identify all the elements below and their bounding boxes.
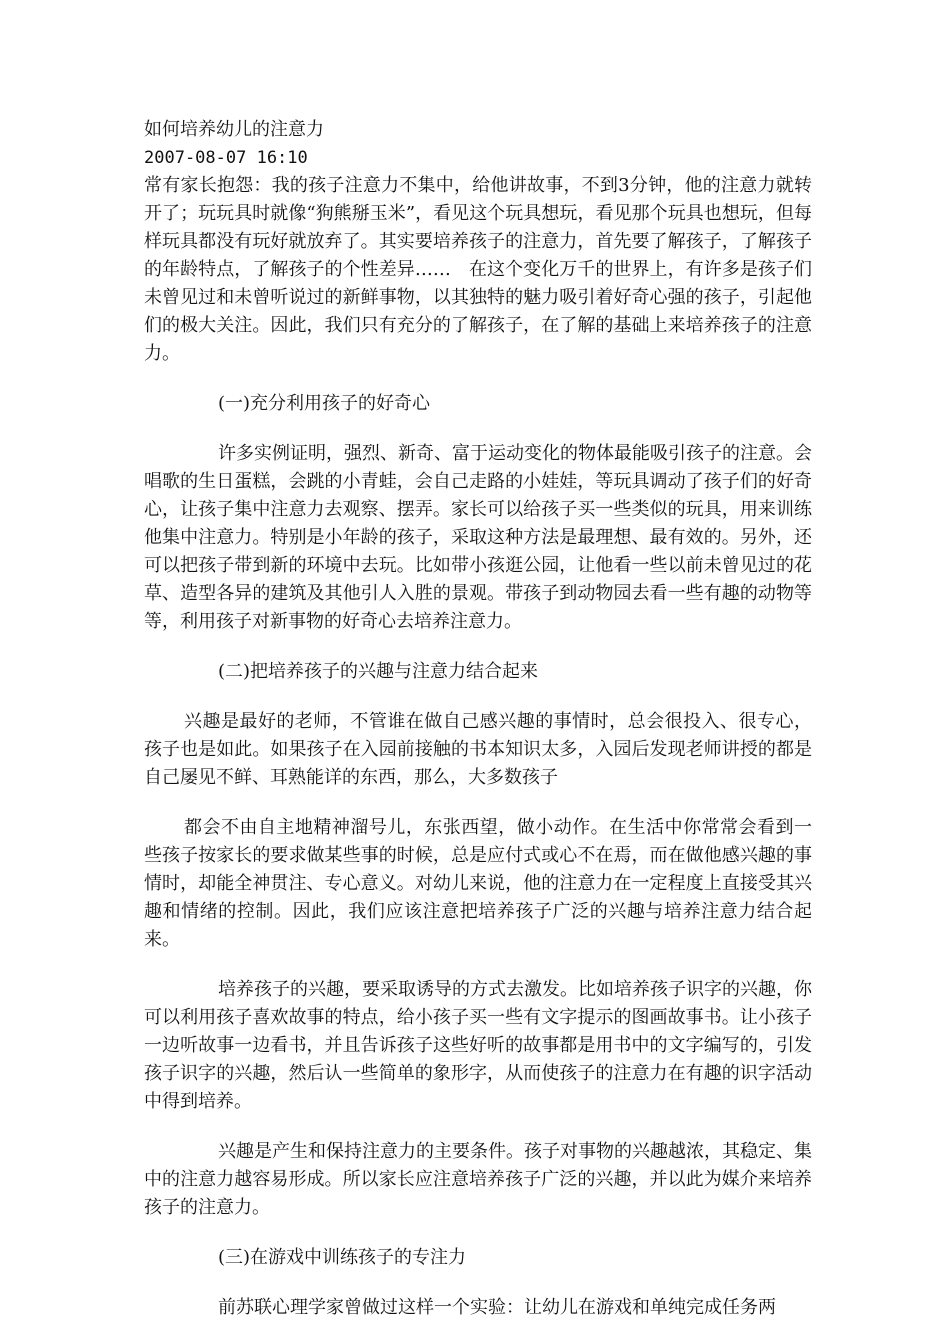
section2-paragraph-3: 培养孩子的兴趣，要采取诱导的方式去激发。比如培养孩子识字的兴趣，你可以利用孩子喜欢故事的特点，给小孩子买一些有文字提示的图画故事书。让小孩子一边听故事一边看书，并且告诉孩子这些好听的故事都是用书中的文字编写的，引发孩子识字的兴趣，然后认一些简单的象形字，从而使孩子的注意力在有趣的识字活动中得到培养。 [144, 979, 812, 1112]
section3-paragraph-1: 前苏联心理学家曾做过这样一个实验：让幼儿在游戏和单纯完成任务两 [218, 1297, 776, 1318]
section-heading-3: (三)在游戏中训练孩子的专注力 [218, 1247, 467, 1268]
section1-paragraph-1: 许多实例证明，强烈、新奇、富于运动变化的物体最能吸引孩子的注意。会唱歌的生日蛋糕，会跳的小青蛙，会自己走路的小娃娃，等玩具调动了孩子们的好奇心，让孩子集中注意力去观察、摆弄。家长可以给孩子买一些类似的玩具，用来训练他集中注意力。特别是小年龄的孩子，采取这种方法是最理想、最有效的。另外，还可以把孩子带到新的环境中去玩。比如带小孩逛公园，让他看一些以前未曾见过的花草、造型各异的建筑及其他引人入胜的景观。带孩子到动物园去看一些有趣的动物等等，利用孩子对新事物的好奇心去培养注意力。 [144, 443, 812, 632]
intro-paragraph: 常有家长抱怨：我的孩子注意力不集中，给他讲故事，不到3分钟，他的注意力就转开了；玩玩具时就像“狗熊掰玉米”，看见这个玩具想玩，看见那个玩具也想玩，但每样玩具都没有玩好就放弃了。其实要培养孩子的注意力，首先要了解孩子，了解孩子的年龄特点，了解孩子的个性差异…… 在这个变化万千的世界上，有许多是孩子们未曾见过和未曾听说过的新鲜事物，以其独特的魅力吸引着好奇心强的孩子，引起他们的极大关注。因此，我们只有充分的了解孩子，在了解的基础上来培养孩子的注意力。 [144, 175, 812, 364]
section-heading-1: (一)充分利用孩子的好奇心 [218, 393, 431, 414]
document-body [144, 116, 812, 1322]
section-heading-2: (二)把培养孩子的兴趣与注意力结合起来 [218, 661, 539, 682]
document-timestamp: 2007-08-07 16:10 [144, 148, 308, 168]
document-title: 如何培养幼儿的注意力 [144, 119, 324, 140]
section2-paragraph-2: 都会不由自主地精神溜号儿，东张西望，做小动作。在生活中你常常会看到一些孩子按家长的要求做某些事的时候，总是应付式或心不在焉，而在做他感兴趣的事情时，却能全神贯注、专心意义。对幼儿来说，他的注意力在一定程度上直接受其兴趣和情绪的控制。因此，我们应该注意把培养孩子广泛的兴趣与培养注意力结合起来。 [144, 817, 812, 950]
section2-paragraph-4: 兴趣是产生和保持注意力的主要条件。孩子对事物的兴趣越浓，其稳定、集中的注意力越容易形成。所以家长应注意培养孩子广泛的兴趣，并以此为媒介来培养孩子的注意力。 [144, 1141, 812, 1218]
section2-paragraph-1: 兴趣是最好的老师，不管谁在做自己感兴趣的事情时，总会很投入、很专心，孩子也是如此。如果孩子在入园前接触的书本知识太多，入园后发现老师讲授的都是自己屡见不鲜、耳熟能详的东西，那么，大多数孩子 [144, 711, 812, 788]
